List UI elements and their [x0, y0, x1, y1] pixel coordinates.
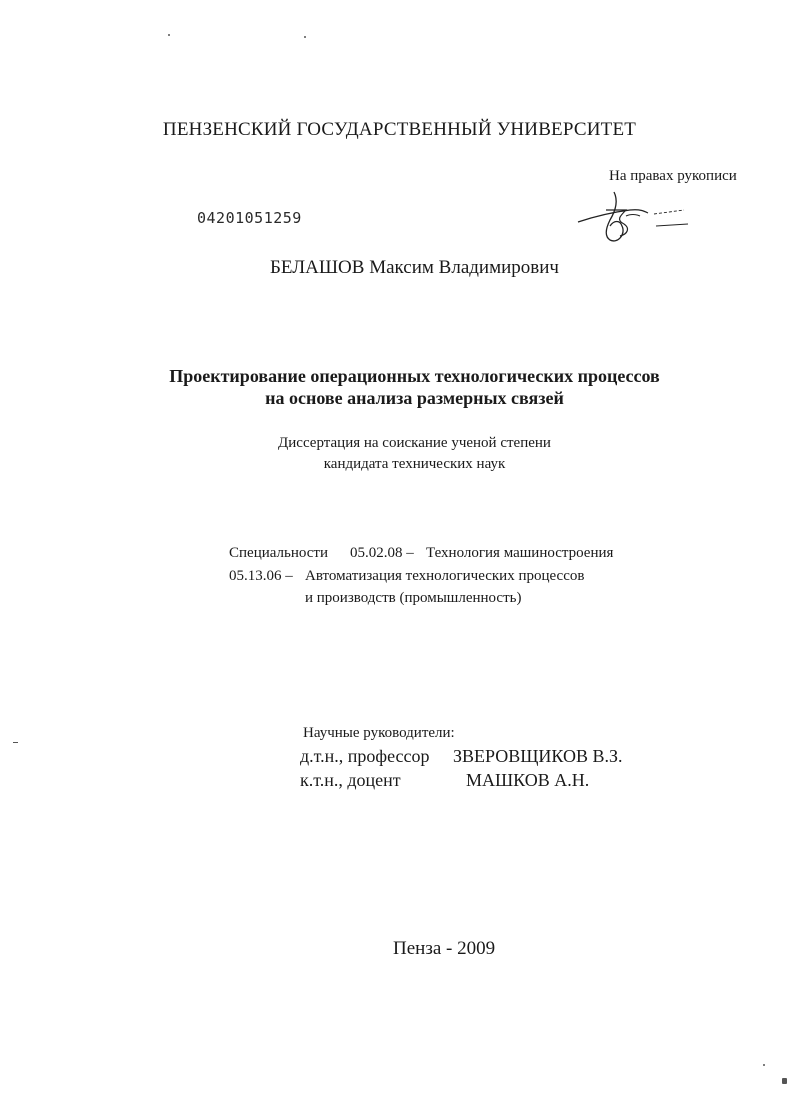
scan-speck	[763, 1064, 765, 1066]
degree-line1: Диссертация на соискание ученой степени	[278, 435, 551, 451]
specialty-code: 05.13.06 –	[229, 568, 293, 584]
degree-line2: кандидата технических наук	[323, 456, 506, 472]
dissertation-title-line2: на основе анализа размерных связей	[265, 388, 564, 408]
supervisors-label: Научные руководители:	[303, 725, 455, 741]
supervisor-name: МАШКОВ А.Н.	[466, 770, 590, 790]
author-name: БЕЛАШОВ Максим Владимирович	[270, 257, 559, 278]
supervisor-title: к.т.н., доцент	[300, 770, 401, 790]
dissertation-title-line1: Проектирование операционных технологических процессов	[169, 366, 660, 386]
scan-speck	[168, 34, 170, 36]
specialty-name: Технология машиностроения	[426, 545, 614, 561]
city-year: Пенза - 2009	[393, 938, 496, 959]
specialty-code: 05.02.08 –	[350, 545, 414, 561]
specialties-label: Специальности	[229, 545, 329, 561]
specialty-name: Автоматизация технологических процессов	[305, 568, 585, 584]
scan-speck	[782, 1078, 787, 1084]
university-name: ПЕНЗЕНСКИЙ ГОСУДАРСТВЕННЫЙ УНИВЕРСИТЕТ	[162, 119, 637, 140]
specialty-name-continuation: и производств (промышленность)	[305, 590, 522, 606]
supervisor-name: ЗВЕРОВЩИКОВ В.З.	[453, 746, 623, 766]
signature-image	[570, 186, 695, 248]
document-number: 04201051259	[197, 209, 302, 227]
scan-speck	[13, 742, 18, 743]
scan-speck	[304, 36, 306, 38]
supervisor-title: д.т.н., профессор	[300, 746, 430, 766]
rights-note: На правах рукописи	[609, 168, 737, 184]
